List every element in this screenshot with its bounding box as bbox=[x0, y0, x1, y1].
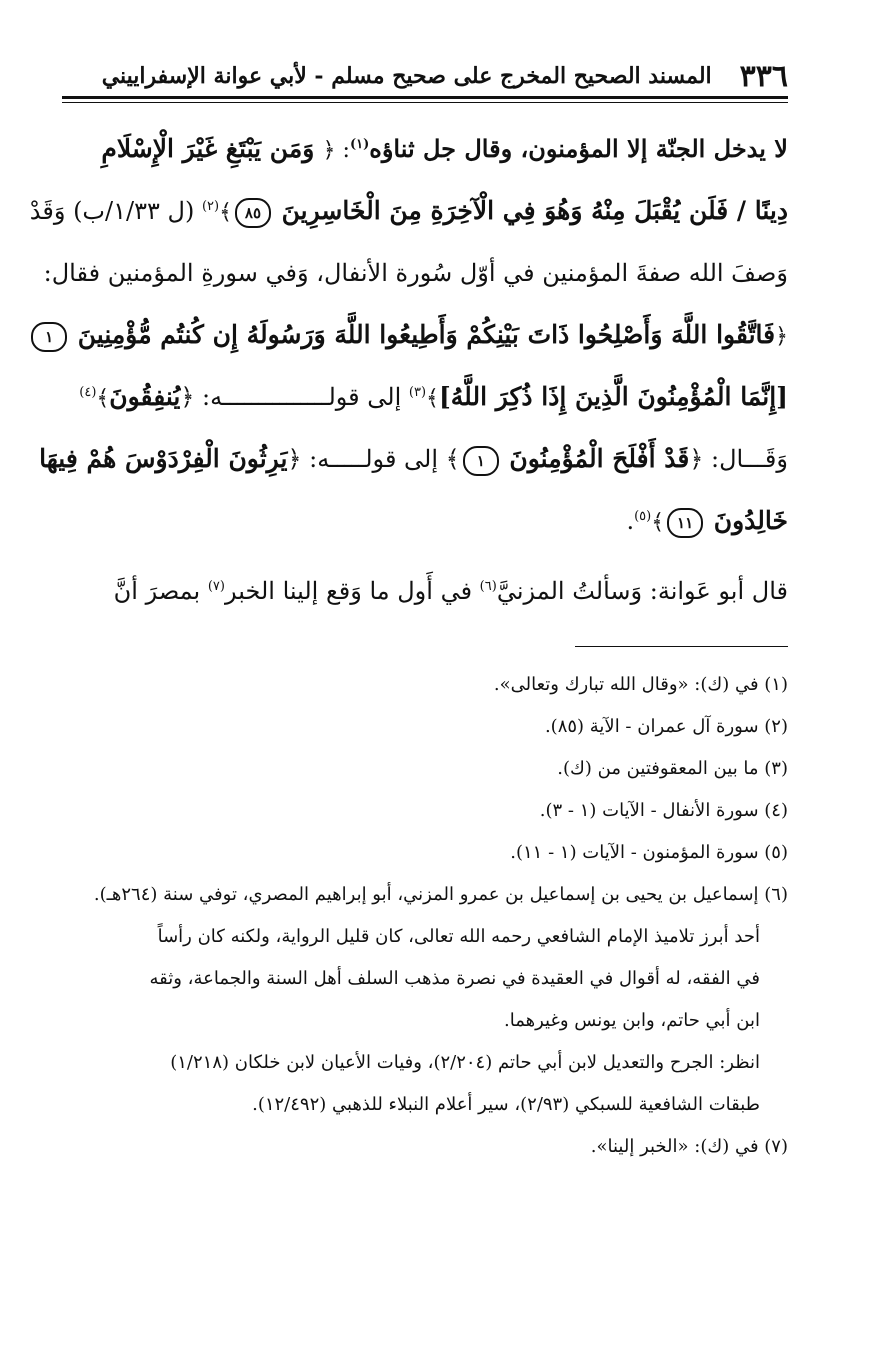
quran-verse: يُنفِقُونَ bbox=[109, 382, 181, 411]
text-segment: في أَول ما وَقع إلينا الخبر bbox=[224, 577, 480, 605]
footnote-2: (٢) سورة آل عمران - الآية (٨٥). bbox=[544, 716, 788, 737]
quote-close: ﴾ bbox=[96, 386, 110, 411]
footnote-marker: (١) bbox=[349, 137, 370, 152]
footnote-7: (٧) في (ك): «الخبر إلينا». bbox=[590, 1136, 788, 1157]
footnotes bbox=[62, 664, 788, 1168]
quran-verse: وَمَن يَبْتَغِ غَيْرَ الْإِسْلَامِ bbox=[101, 134, 315, 163]
footnote-marker: (٦) bbox=[479, 579, 497, 594]
footnote-marker: (٤) bbox=[79, 385, 97, 400]
quran-verse: قَدْ أَفْلَحَ الْمُؤْمِنُونَ bbox=[509, 444, 690, 473]
text-segment: بمصرَ أنَّ bbox=[113, 577, 208, 605]
text-segment: وَصفَ الله صفةَ المؤمنين في أوّل سُورة الأنفال، وَفي سورةِ المؤمنين فقال: bbox=[43, 259, 788, 287]
page-number: ٣٣٦ bbox=[739, 58, 788, 94]
footnote-6-sources: انظر: الجرح والتعديل لابن أبي حاتم (٢/٢٠٤)، وفيات الأعيان لابن خلكان (١/٢١٨) bbox=[170, 1052, 760, 1073]
quran-verse: دِينًا / فَلَن يُقْبَلَ مِنْهُ وَهُوَ فِي الْآخِرَةِ مِنَ الْخَاسِرِينَ bbox=[281, 196, 788, 225]
text-segment: إلى قولـــــــــــــــه: ﴿ bbox=[180, 383, 409, 411]
footnote-6-sources: طبقات الشافعية للسبكي (٢/٩٣)، سير أعلام النبلاء للذهبي (١٢/٤٩٢). bbox=[252, 1094, 760, 1115]
quran-verse: [إِنَّمَا الْمُؤْمِنُونَ الَّذِينَ إِذَا ذُكِرَ اللَّهُ] bbox=[438, 382, 788, 411]
quote-open: ﴿ bbox=[775, 324, 788, 349]
footnote-marker: (٧) bbox=[207, 579, 225, 594]
text-line-5 bbox=[62, 366, 788, 428]
text-line-2 bbox=[29, 180, 788, 242]
running-title: المسند الصحيح المخرج على صحيح مسلم - لأبي عوانة الإسفراييني bbox=[101, 63, 712, 89]
quran-verse: خَالِدُونَ bbox=[713, 506, 788, 535]
ayah-number-badge: ٨٥ bbox=[235, 198, 271, 228]
ayah-number-badge: ١ bbox=[31, 322, 67, 352]
page-header bbox=[62, 56, 788, 96]
ayah-number-badge: ١ bbox=[463, 446, 499, 476]
ayah-number-badge: ١١ bbox=[667, 508, 703, 538]
quran-verse: يَرِثُونَ الْفِرْدَوْسَ هُمْ فِيهَا bbox=[39, 444, 288, 473]
text-segment: ﴾ إلى قولـــــه: ﴿ bbox=[287, 445, 460, 473]
main-text bbox=[29, 118, 788, 622]
quote-close: ﴾ bbox=[426, 386, 439, 411]
footnote-1: (١) في (ك): «وقال الله تبارك وتعالى». bbox=[493, 674, 788, 695]
footnote-6-continuation: ابن أبي حاتم، وابن يونس وغيرهما. bbox=[504, 1010, 760, 1031]
footnote-6-continuation: أحد أبرز تلاميذ الإمام الشافعي رحمه الله تعالى، كان قليل الرواية، ولكنه كان رأساً bbox=[157, 926, 760, 947]
footnote-5: (٥) سورة المؤمنون - الآيات (١ - ١١). bbox=[510, 842, 788, 863]
quran-verse: فَاتَّقُوا اللَّهَ وَأَصْلِحُوا ذَاتَ بَيْنِكُمْ وَأَطِيعُوا اللَّهَ وَرَسُولَهُ إِن كُنتُم مُّؤْمِنِينَ bbox=[77, 320, 776, 349]
header-rule bbox=[62, 96, 788, 103]
quote-close: ﴾ bbox=[651, 510, 665, 535]
text-segment: وَقَـــال: ﴿ bbox=[689, 445, 788, 473]
text-line-4 bbox=[45, 304, 788, 366]
quote-close: ﴾ bbox=[219, 200, 232, 225]
footnote-marker: (٥) bbox=[634, 509, 652, 524]
text-segment: لا يدخل الجنّة إلا المؤمنون، وقال جل ثناؤه bbox=[369, 134, 788, 163]
footnote-marker: (٣) bbox=[408, 385, 427, 400]
text-line-1 bbox=[62, 118, 788, 180]
manuscript-reference: (ل ١/٣٣/ب) وَقَدْ bbox=[29, 197, 202, 225]
text-line-3 bbox=[43, 242, 788, 304]
footnote-marker: (٢) bbox=[201, 199, 220, 214]
footnote-6-continuation: في الفقه، له أقوال في العقيدة في نصرة مذهب السلف أهل السنة والجماعة، وثقه bbox=[149, 968, 760, 989]
footnote-4: (٤) سورة الأنفال - الآيات (١ - ٣). bbox=[539, 800, 788, 821]
footnote-3: (٣) ما بين المعقوفتين من (ك). bbox=[557, 758, 788, 779]
text-segment: . bbox=[626, 507, 635, 535]
quote-open: : ﴿ bbox=[322, 138, 350, 163]
text-line-6 bbox=[39, 428, 788, 490]
footnote-6: (٦) إسماعيل بن يحيى بن إسماعيل بن عمرو المزني، أبو إبراهيم المصري، توفي سنة (٢٦٤هـ). bbox=[93, 884, 788, 905]
text-line-7 bbox=[62, 490, 788, 552]
footnote-separator bbox=[575, 646, 788, 647]
text-segment: قال أبو عَوانة: وَسألتُ المزنيَّ bbox=[496, 577, 788, 605]
paragraph-start bbox=[62, 560, 788, 622]
